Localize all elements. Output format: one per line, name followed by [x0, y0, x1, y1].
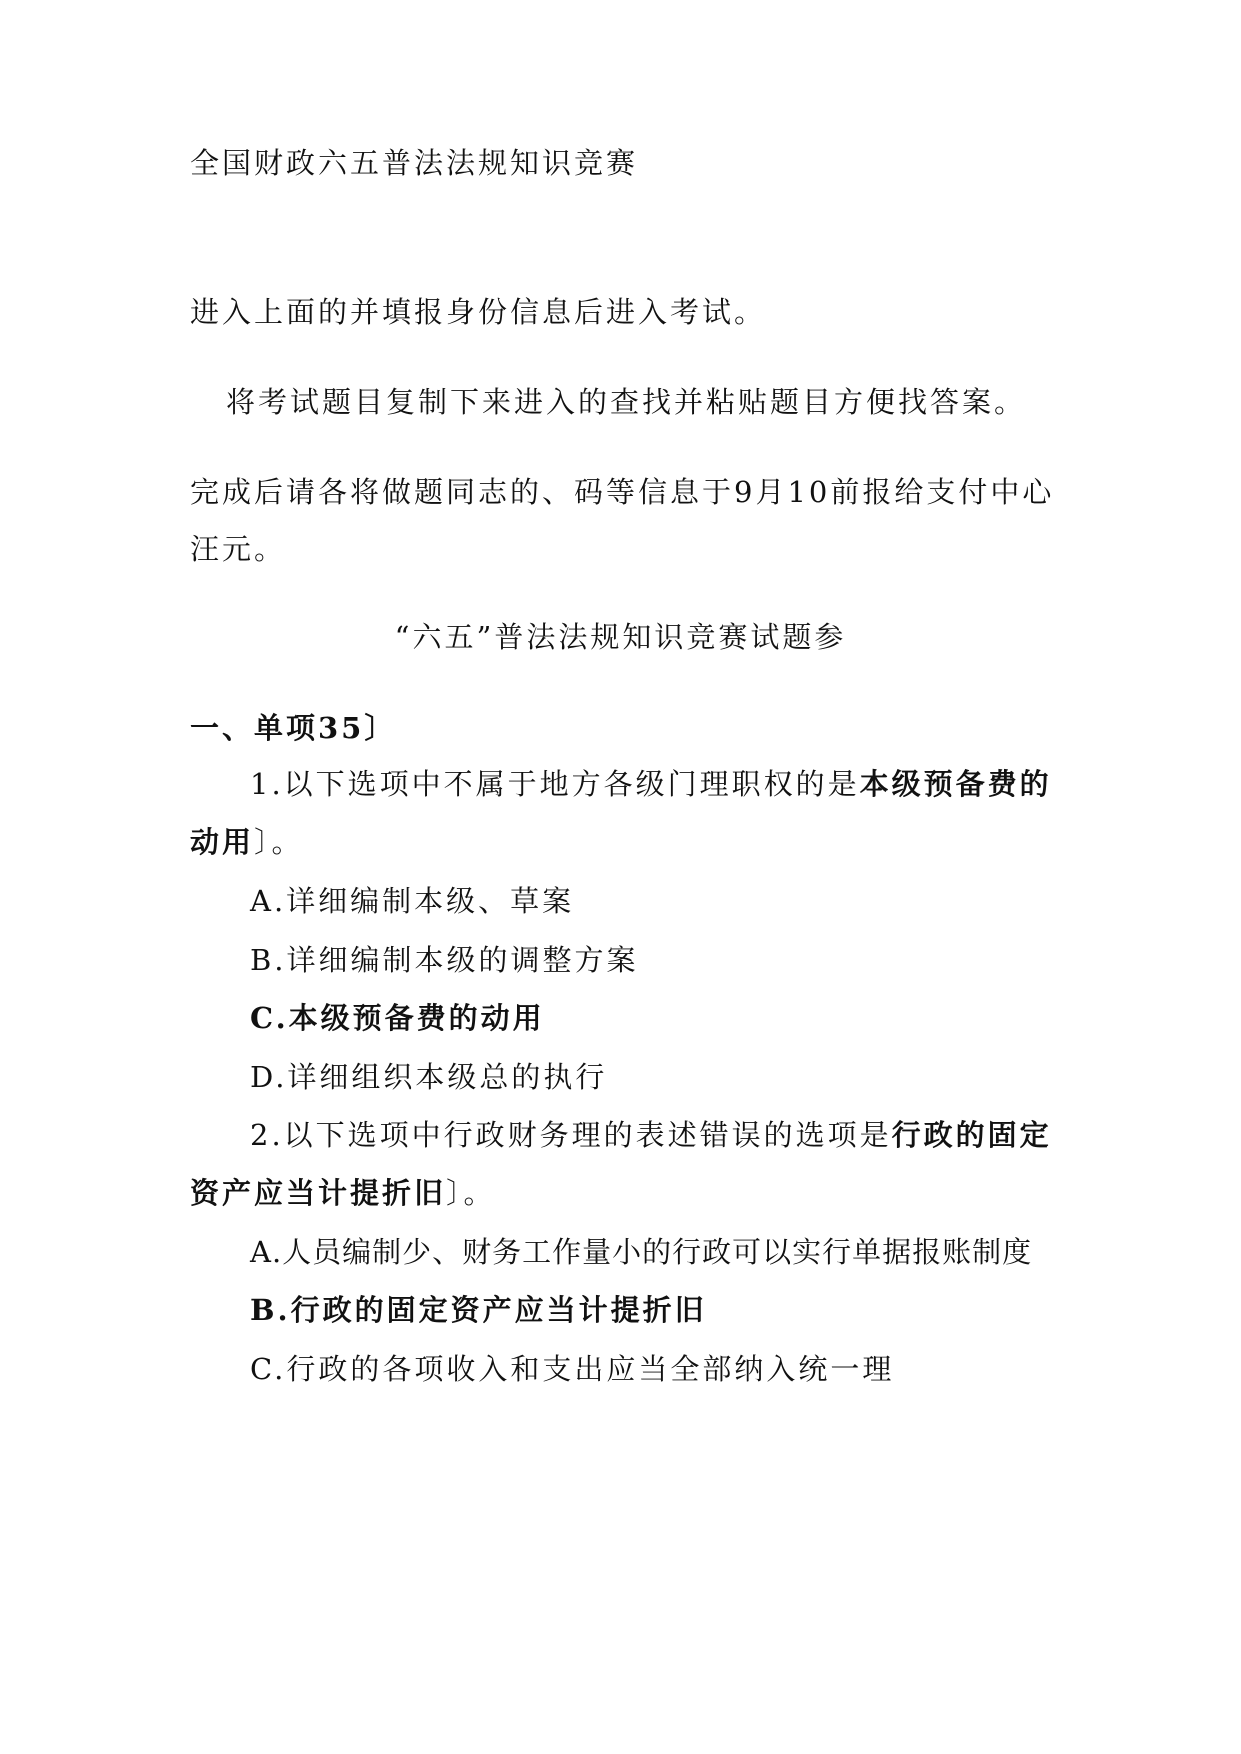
question-2-stem-line1 [250, 1115, 1052, 1155]
paragraph-report-info-line1: 完成后请各将做题同志的、码等信息于9月10前报给支付中心 [190, 475, 1055, 509]
question-1-option-a: A.详细编制本级、草案 [250, 884, 575, 918]
question-2-stem-tail: 〕。 [446, 1176, 496, 1210]
subtitle: “六五”普法法规知识竞赛试题参 [394, 620, 847, 654]
question-1-option-d: D.详细组织本级总的执行 [250, 1060, 608, 1094]
question-2-answer-highlight-cont: 资产应当计提折旧 [190, 1176, 447, 1210]
question-2-option-a: A.人员编制少、财务工作量小的行政可以实行单据报账制度 [250, 1235, 1033, 1269]
question-1-option-b: B.详细编制本级的调整方案 [250, 943, 639, 977]
section-heading: 一、单项35〕 [190, 711, 397, 745]
question-1-answer-highlight-cont: 动用 [190, 825, 255, 859]
question-1-stem-line2 [190, 822, 304, 862]
paragraph-enter-exam: 进入上面的并填报身份信息后进入考试。 [190, 295, 767, 329]
question-2-stem-text: 2.以下选项中行政财务理的表述错误的选项是 [250, 1118, 892, 1152]
document-title: 全国财政六五普法法规知识竞赛 [190, 146, 639, 180]
paragraph-copy-questions: 将考试题目复制下来进入的查找并粘贴题目方便找答案。 [226, 385, 1027, 419]
question-1-stem-tail: 〕。 [254, 825, 304, 859]
question-1-answer-highlight: 本级预备费的 [859, 767, 1052, 801]
question-1-stem-text: 1.以下选项中不属于地方各级门理职权的是 [250, 767, 860, 801]
paragraph-report-info-line2: 汪元。 [190, 532, 287, 566]
question-2-option-c: C.行政的各项收入和支出应当全部纳入统一理 [250, 1352, 895, 1386]
question-1-stem-line1 [250, 764, 1052, 804]
question-1-option-c: C.本级预备费的动用 [250, 1001, 545, 1035]
question-2-option-b: B.行政的固定资产应当计提折旧 [250, 1293, 707, 1327]
question-2-answer-highlight: 行政的固定 [891, 1118, 1052, 1152]
question-2-stem-line2 [190, 1173, 496, 1213]
